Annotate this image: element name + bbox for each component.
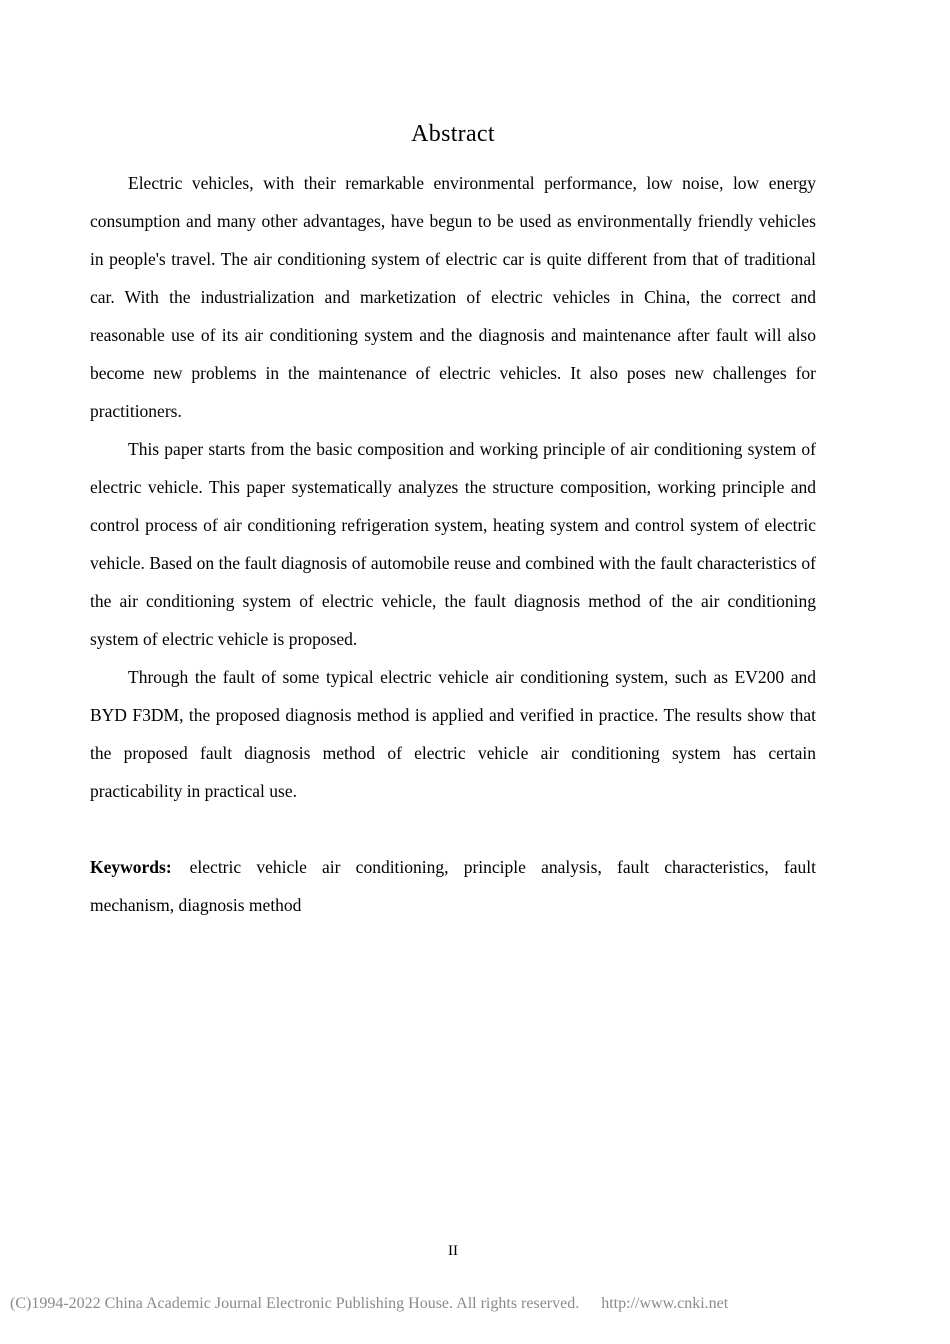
abstract-paragraph-3: Through the fault of some typical electric vehicle air conditioning system, such as EV200 and BYD F3DM, the proposed diagnosis method is applied and verified in practice. The results show that the proposed fault diagnosis method of electric vehicle air conditioning system has certain practicability in practical use. [90,667,816,801]
keywords-label: Keywords: [90,857,172,877]
page-number: II [448,1243,458,1259]
footer-url: http://www.cnki.net [601,1295,729,1312]
keywords-text: electric vehicle air conditioning, principle analysis, fault characteristics, fault mechanism, diagnosis method [90,857,816,915]
page-title: Abstract [411,121,495,147]
abstract-paragraph-1: Electric vehicles, with their remarkable environmental performance, low noise, low energy consumption and many other advantages, have begun to be used as environmentally friendly vehicles in people's travel. The air conditioning system of electric car is quite different from that of traditional car. With the industrialization and marketization of electric vehicles in China, the correct and reasonable use of its air conditioning system and the diagnosis and maintenance after fault will also become new problems in the maintenance of electric vehicles. It also poses new challenges for practitioners. [90,173,816,421]
footer-copyright: (C)1994-2022 China Academic Journal Electronic Publishing House. All rights reserved. [10,1295,580,1312]
abstract-paragraph-2: This paper starts from the basic composition and working principle of air conditioning system of electric vehicle. This paper systematically analyzes the structure composition, working principle and control process of air conditioning refrigeration system, heating system and control system of electric vehicle. Based on the fault diagnosis of automobile reuse and combined with the fault characteristics of the air conditioning system of electric vehicle, the fault diagnosis method of the air conditioning system of electric vehicle is proposed. [90,439,816,649]
footer [10,1295,940,1313]
abstract-body [90,164,816,924]
keywords-line [90,848,816,924]
